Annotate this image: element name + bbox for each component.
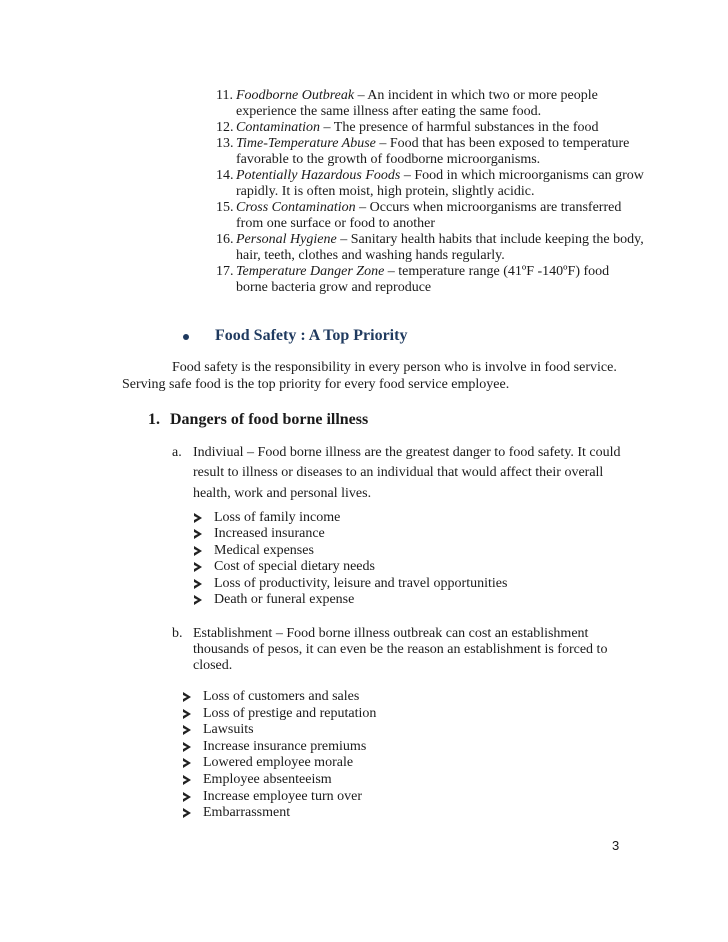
definition-text: experience the same illness after eating the same food. (236, 104, 542, 119)
definition-text: – Food in which microorganisms can grow (400, 168, 644, 183)
list-item-text: Loss of prestige and reputation (203, 706, 377, 721)
arrow-bullet-icon (183, 742, 191, 752)
definition-body (236, 200, 621, 232)
definition-number: 11. (216, 88, 233, 103)
list-item-text: Loss of productivity, leisure and travel opportunities (214, 576, 508, 591)
definition-text: hair, teeth, clothes and washing hands regularly. (236, 248, 505, 263)
definition-term: Cross Contamination (236, 200, 356, 215)
arrow-bullet-icon (183, 709, 191, 719)
definition-body (236, 168, 644, 200)
arrow-bullet-icon (194, 562, 202, 572)
list-item-text: Increased insurance (214, 526, 325, 541)
bullet-icon (183, 334, 189, 340)
arrow-bullet-icon (183, 792, 191, 802)
arrow-bullet-icon (194, 595, 202, 605)
definition-text: from one surface or food to another (236, 216, 436, 231)
definition-number: 17. (216, 264, 234, 279)
definition-term: Personal Hygiene (236, 232, 337, 247)
definition-text: borne bacteria grow and reproduce (236, 280, 432, 295)
item-label: a. (172, 445, 182, 460)
arrow-bullet-icon (183, 692, 191, 702)
arrow-bullet-icon (183, 758, 191, 768)
list-item-text: Cost of special dietary needs (214, 559, 375, 574)
list-item-text: Medical expenses (214, 543, 314, 558)
paragraph-line: thousands of pesos, it can even be the reason an establishment is forced to (193, 642, 608, 657)
definition-number: 16. (216, 232, 234, 247)
paragraph-line: health, work and personal lives. (193, 486, 372, 501)
arrow-bullet-icon (183, 725, 191, 735)
definition-term: Foodborne Outbreak (236, 88, 355, 103)
definition-text: – Occurs when microorganisms are transferred (355, 200, 622, 215)
arrow-bullet-icon (183, 775, 191, 785)
list-item-text: Embarrassment (203, 805, 291, 820)
arrow-bullet-icon (194, 546, 202, 556)
page-number: 3 (612, 838, 620, 853)
list-item-text: Loss of family income (214, 510, 341, 525)
definition-text: – temperature range (41ºF -140ºF) food (384, 264, 610, 279)
definition-text: – An incident in which two or more people (354, 88, 598, 103)
definition-number: 12. (216, 120, 234, 135)
list-item-text: Increase employee turn over (203, 789, 362, 804)
subsection-number: 1. (148, 411, 160, 428)
subsection-heading (148, 411, 368, 429)
definition-body (236, 232, 644, 264)
intro-line: Food safety is the responsibility in every person who is involve in food service. (172, 360, 617, 375)
list-item-text: Loss of customers and sales (203, 689, 360, 704)
paragraph-line: result to illness or diseases to an individual that would affect their overall (193, 465, 604, 480)
paragraph-line: Establishment – Food borne illness outbreak can cost an establishment (193, 626, 589, 641)
list-item-text: Lowered employee morale (203, 755, 354, 770)
list-item-text: Employee absenteeism (203, 772, 332, 787)
definition-body (236, 120, 599, 136)
intro-line: Serving safe food is the top priority for every food service employee. (122, 377, 510, 392)
definition-term: Potentially Hazardous Foods (236, 168, 401, 183)
definition-text: – Food that has been exposed to temperature (375, 136, 630, 151)
definition-text: – Sanitary health habits that include keeping the body, (336, 232, 644, 247)
list-item-text: Increase insurance premiums (203, 739, 367, 754)
definition-text: favorable to the growth of foodborne microorganisms. (236, 152, 541, 167)
item-label: b. (172, 626, 183, 641)
list-item-text: Lawsuits (203, 722, 254, 737)
definition-term: Temperature Danger Zone (236, 264, 385, 279)
definition-text: rapidly. It is often moist, high protein, slightly acidic. (236, 184, 535, 199)
definition-body (236, 264, 609, 296)
item-a-paragraph (193, 445, 621, 501)
list-item-text: Death or funeral expense (214, 592, 355, 607)
definition-body (236, 136, 629, 168)
arrow-bullet-icon (194, 529, 202, 539)
definition-body (236, 88, 598, 120)
arrow-bullet-icon (194, 579, 202, 589)
arrow-bullet-icon (183, 808, 191, 818)
definition-term: Contamination (236, 120, 321, 135)
definition-term: Time-Temperature Abuse (236, 136, 376, 151)
paragraph-line: Indiviual – Food borne illness are the greatest danger to food safety. It could (193, 445, 621, 460)
section-heading-text: Food Safety : A Top Priority (215, 327, 408, 344)
definition-text: – The presence of harmful substances in the food (320, 120, 599, 135)
paragraph-line: closed. (193, 658, 233, 673)
arrow-bullet-icon (194, 513, 202, 523)
definition-number: 14. (216, 168, 234, 183)
subsection-title: Dangers of food borne illness (170, 411, 369, 428)
definition-number: 15. (216, 200, 234, 215)
definition-number: 13. (216, 136, 234, 151)
